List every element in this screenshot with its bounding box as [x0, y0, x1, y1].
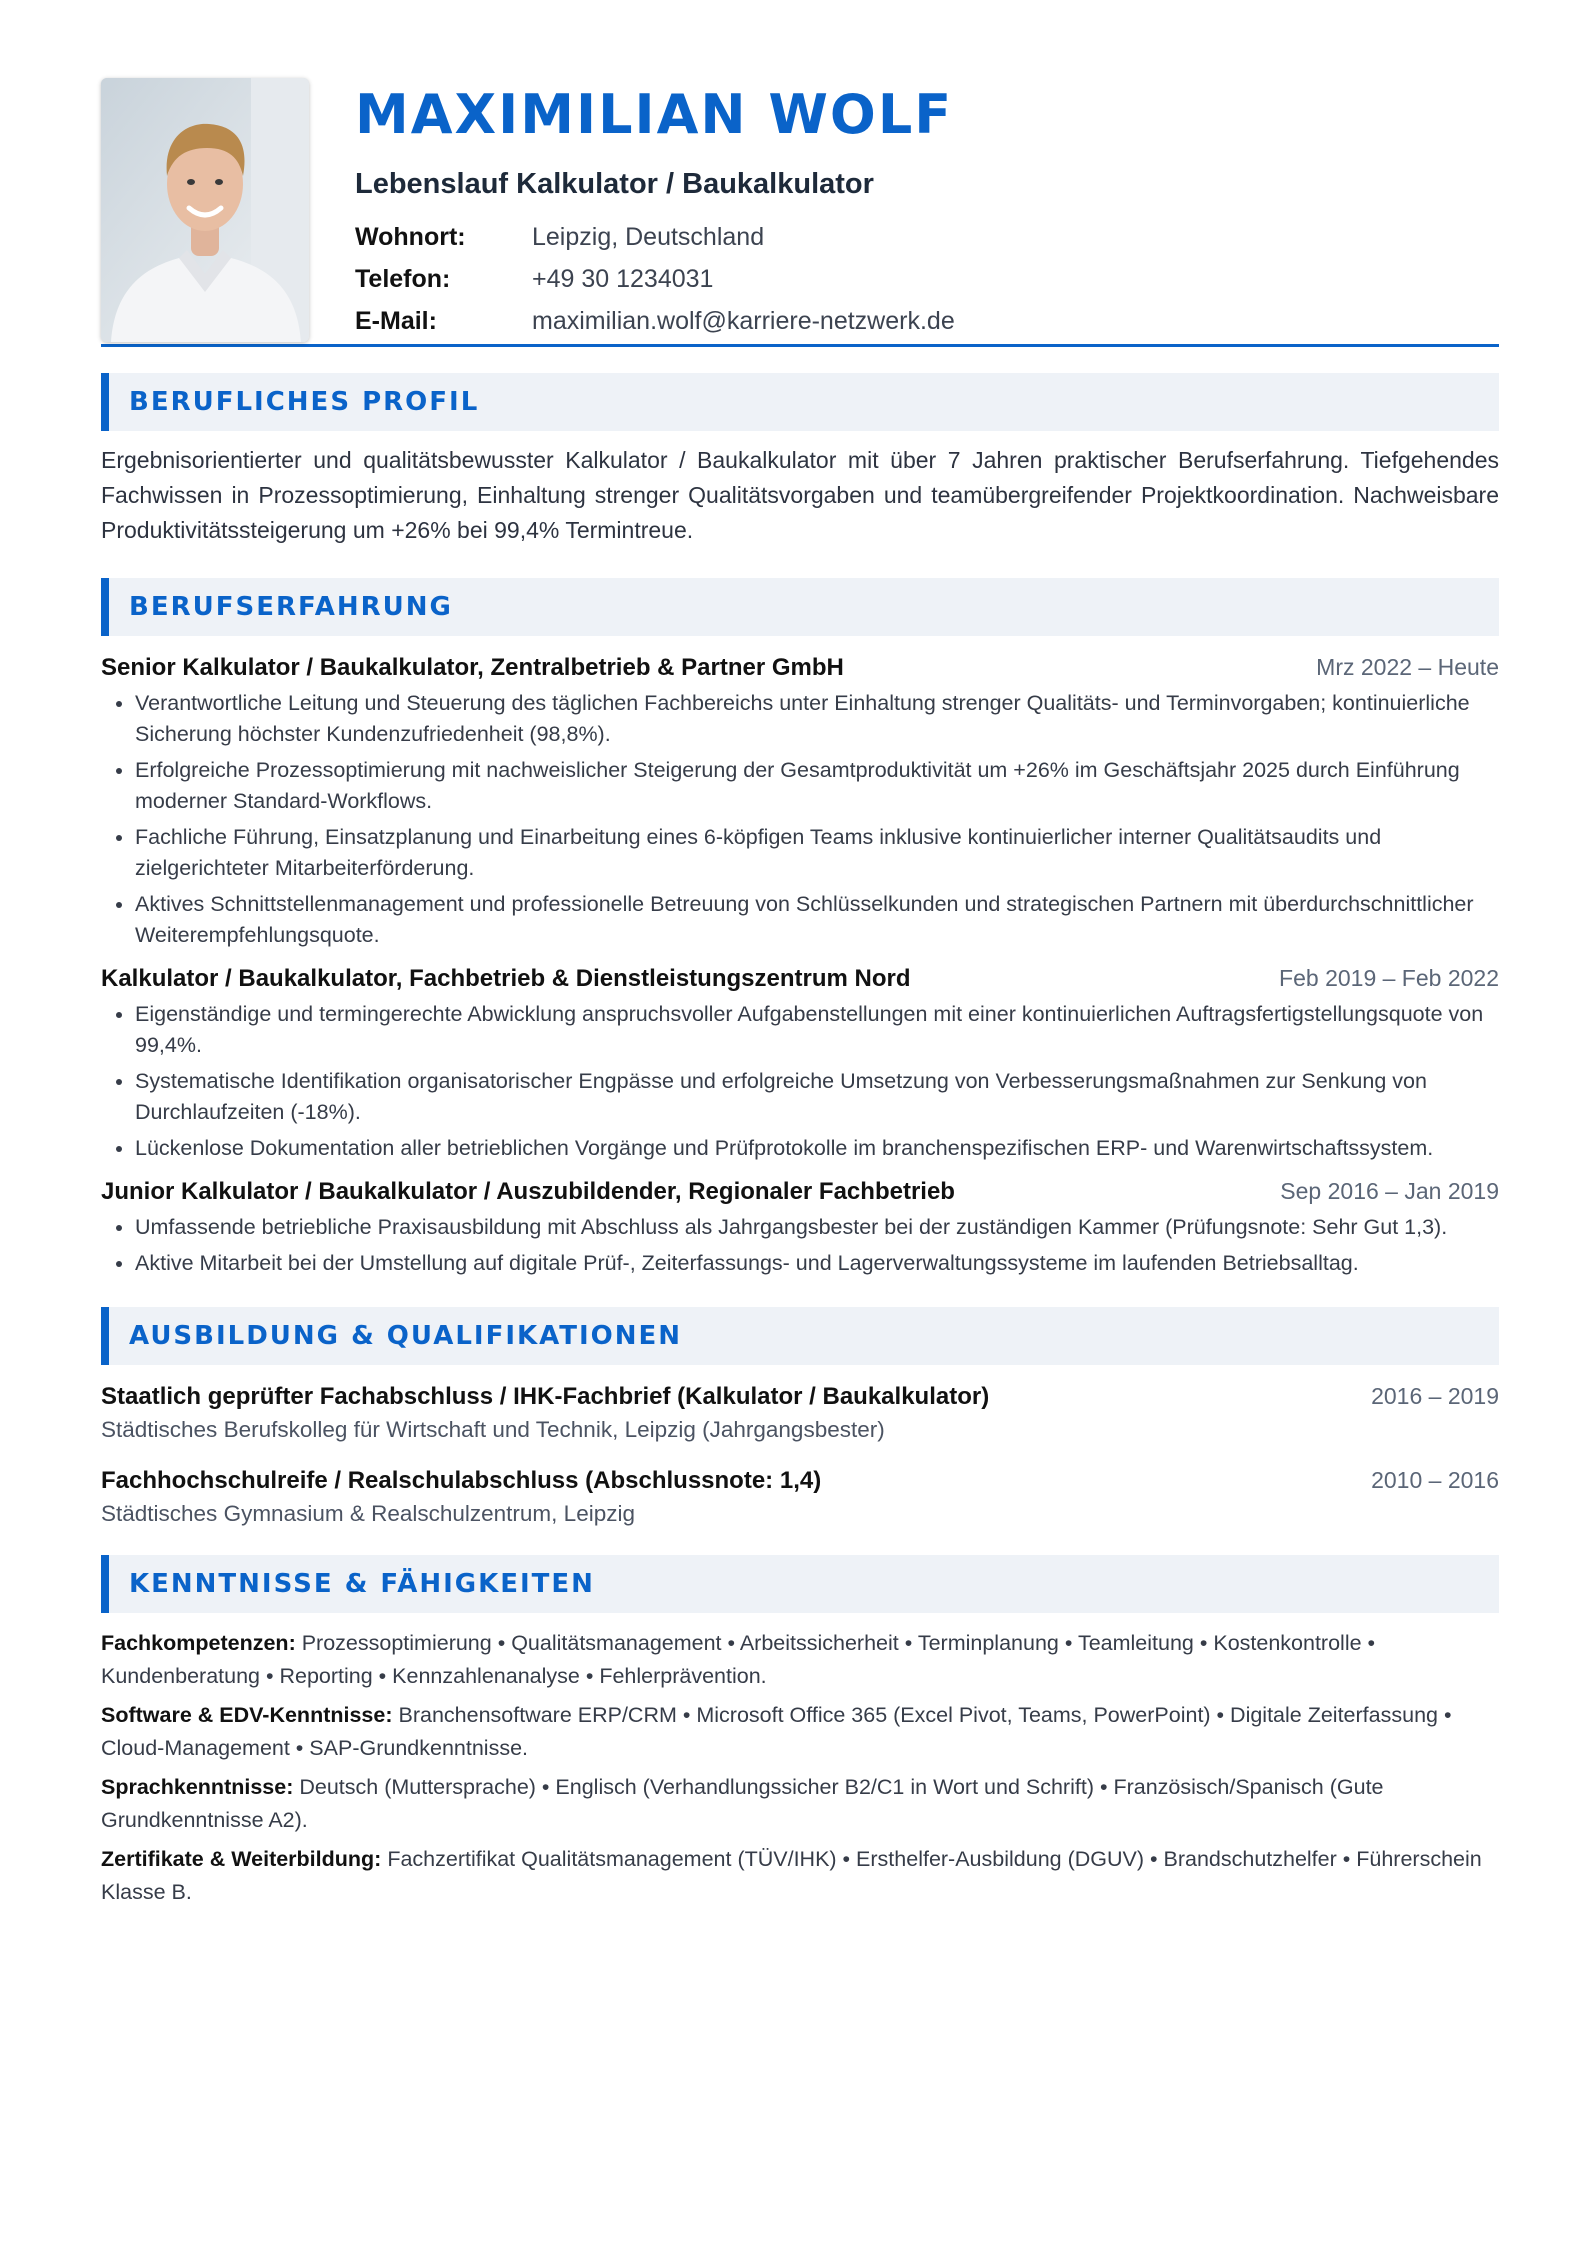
job-bullet: • Aktives Schnittstellenmanagement und professionelle Betreuung von Schlüsselkunden und strategischen Partnern mit überdurchschnittlicher Weiterempfehlungsquote. — [135, 889, 1499, 951]
skill-line — [101, 1771, 1499, 1837]
section-title: AUSBILDUNG & QUALIFIKATIONEN — [129, 1321, 683, 1351]
education-entry — [101, 1383, 1499, 1443]
job-bullets — [101, 1212, 1499, 1279]
education-header — [101, 1467, 1499, 1495]
resume-page — [101, 78, 1499, 1915]
resume-header — [101, 78, 1499, 344]
section-title: KENNTNISSE & FÄHIGKEITEN — [129, 1569, 595, 1599]
contact-row-location — [355, 216, 1499, 258]
contact-list — [355, 216, 1499, 342]
skill-label: Zertifikate & Weiterbildung: — [101, 1847, 382, 1871]
resume-subtitle: Lebenslauf Kalkulator / Baukalkulator — [355, 168, 874, 200]
job-header — [101, 654, 1499, 682]
skill-line — [101, 1627, 1499, 1693]
education-school: Städtisches Gymnasium & Realschulzentrum, Leipzig — [101, 1501, 635, 1526]
job-date: Mrz 2022 – Heute — [1316, 654, 1499, 680]
skill-label: Software & EDV-Kenntnisse: — [101, 1703, 393, 1727]
contact-value: Leipzig, Deutschland — [532, 222, 765, 251]
section-header-skills — [101, 1555, 1499, 1613]
section-title: BERUFSERFAHRUNG — [129, 592, 453, 622]
job-bullet: • Lückenlose Dokumentation aller betrieblichen Vorgänge und Prüfprotokolle im branchenspezifischen ERP- und Warenwirtschaftssystem. — [135, 1133, 1499, 1164]
contact-label: Telefon: — [355, 264, 451, 293]
contact-label: Wohnort: — [355, 222, 466, 251]
education-entry — [101, 1467, 1499, 1527]
contact-row-email — [355, 300, 1499, 342]
education-date: 2016 – 2019 — [1371, 1383, 1499, 1409]
section-title: BERUFLICHES PROFIL — [129, 387, 480, 417]
education-school: Städtisches Berufskolleg für Wirtschaft und Technik, Leipzig (Jahrgangsbester) — [101, 1417, 885, 1442]
job-bullet: • Umfassende betriebliche Praxisausbildung mit Abschluss als Jahrgangsbester bei der zuständigen Kammer (Prüfungsnote: Sehr Gut 1,3). — [135, 1212, 1499, 1243]
education-title: Staatlich geprüfter Fachabschluss / IHK-Fachbrief (Kalkulator / Baukalkulator) — [101, 1383, 990, 1410]
job-header — [101, 965, 1499, 993]
job-entry — [101, 654, 1499, 951]
candidate-name: MAXIMILIAN WOLF — [355, 83, 954, 146]
profile-summary: Ergebnisorientierter und qualitätsbewusster Kalkulator / Baukalkulator mit über 7 Jahren praktischer Berufserfahrung. Tiefgehendes Fachwissen in Prozessoptimierung, Einhaltung strenger Qualitätsvorgaben und teamübergreifender Projektkoordination. Nachweisbare Produktivitätssteigerung um +26% bei 99,4% Termintreue. — [101, 447, 1499, 543]
skill-text: Prozessoptimierung • Qualitätsmanagement • Arbeitssicherheit • Terminplanung • Teamleitung • Kostenkontrolle • Kundenberatung • Reporting • Kennzahlenanalyse • Fehlerprävention. — [101, 1631, 1376, 1688]
contact-value[interactable]: maximilian.wolf@karriere-netzwerk.de — [532, 306, 955, 335]
section-header-education — [101, 1307, 1499, 1365]
skill-line — [101, 1699, 1499, 1765]
header-divider — [101, 344, 1499, 347]
job-bullet: • Fachliche Führung, Einsatzplanung und Einarbeitung eines 6-köpfigen Teams inklusive kontinuierlicher interner Qualitätsaudits und zielgerichteter Mitarbeiterförderung. — [135, 822, 1499, 884]
header-info — [355, 78, 1499, 342]
section-header-experience — [101, 578, 1499, 636]
job-bullet: • Verantwortliche Leitung und Steuerung des täglichen Fachbereichs unter Einhaltung strenger Qualitäts- und Terminvorgaben; kontinuierliche Sicherung höchster Kundenzufriedenheit (98,8%). — [135, 688, 1499, 750]
job-bullets — [101, 999, 1499, 1164]
skill-line — [101, 1843, 1499, 1909]
contact-row-phone — [355, 258, 1499, 300]
contact-label: E-Mail: — [355, 306, 437, 335]
skill-text: Deutsch (Muttersprache) • Englisch (Verhandlungssicher B2/C1 in Wort und Schrift) • Französisch/Spanisch (Gute Grundkenntnisse A2). — [101, 1775, 1384, 1832]
job-title: Kalkulator / Baukalkulator, Fachbetrieb & Dienstleistungszentrum Nord — [101, 965, 911, 992]
job-bullet: • Systematische Identifikation organisatorischer Engpässe und erfolgreiche Umsetzung von Verbesserungsmaßnahmen zur Senkung von Durchlaufzeiten (-18%). — [135, 1066, 1499, 1128]
skill-label: Fachkompetenzen: — [101, 1631, 296, 1655]
skill-text: Fachzertifikat Qualitätsmanagement (TÜV/IHK) • Ersthelfer-Ausbildung (DGUV) • Brandschutzhelfer • Führerschein Klasse B. — [101, 1847, 1482, 1904]
education-title: Fachhochschulreife / Realschulabschluss (Abschlussnote: 1,4) — [101, 1467, 822, 1494]
skills-list — [101, 1627, 1499, 1909]
job-bullet: • Erfolgreiche Prozessoptimierung mit nachweislicher Steigerung der Gesamtproduktivität um +26% im Geschäftsjahr 2025 durch Einführung moderner Standard-Workflows. — [135, 755, 1499, 817]
education-date: 2010 – 2016 — [1371, 1467, 1499, 1493]
job-bullets — [101, 688, 1499, 951]
job-entry — [101, 1178, 1499, 1279]
job-title: Senior Kalkulator / Baukalkulator, Zentralbetrieb & Partner GmbH — [101, 654, 844, 681]
contact-value[interactable]: +49 30 1234031 — [532, 264, 714, 293]
job-bullet: • Eigenständige und termingerechte Abwicklung anspruchsvoller Aufgabenstellungen mit einer kontinuierlichen Auftragsfertigstellungsquote von 99,4%. — [135, 999, 1499, 1061]
education-header — [101, 1383, 1499, 1411]
job-title: Junior Kalkulator / Baukalkulator / Auszubildender, Regionaler Fachbetrieb — [101, 1178, 955, 1205]
job-entry — [101, 965, 1499, 1164]
skill-text: Branchensoftware ERP/CRM • Microsoft Office 365 (Excel Pivot, Teams, PowerPoint) • Digitale Zeiterfassung • Cloud-Management • SAP-Grundkenntnisse. — [101, 1703, 1452, 1760]
skill-label: Sprachkenntnisse: — [101, 1775, 294, 1799]
job-date: Sep 2016 – Jan 2019 — [1280, 1178, 1499, 1204]
job-bullet: • Aktive Mitarbeit bei der Umstellung auf digitale Prüf-, Zeiterfassungs- und Lagerverwaltungssysteme im laufenden Betriebsalltag. — [135, 1248, 1499, 1279]
job-date: Feb 2019 – Feb 2022 — [1279, 965, 1499, 991]
profile-photo — [101, 78, 309, 342]
section-header-profile — [101, 373, 1499, 431]
job-header — [101, 1178, 1499, 1206]
